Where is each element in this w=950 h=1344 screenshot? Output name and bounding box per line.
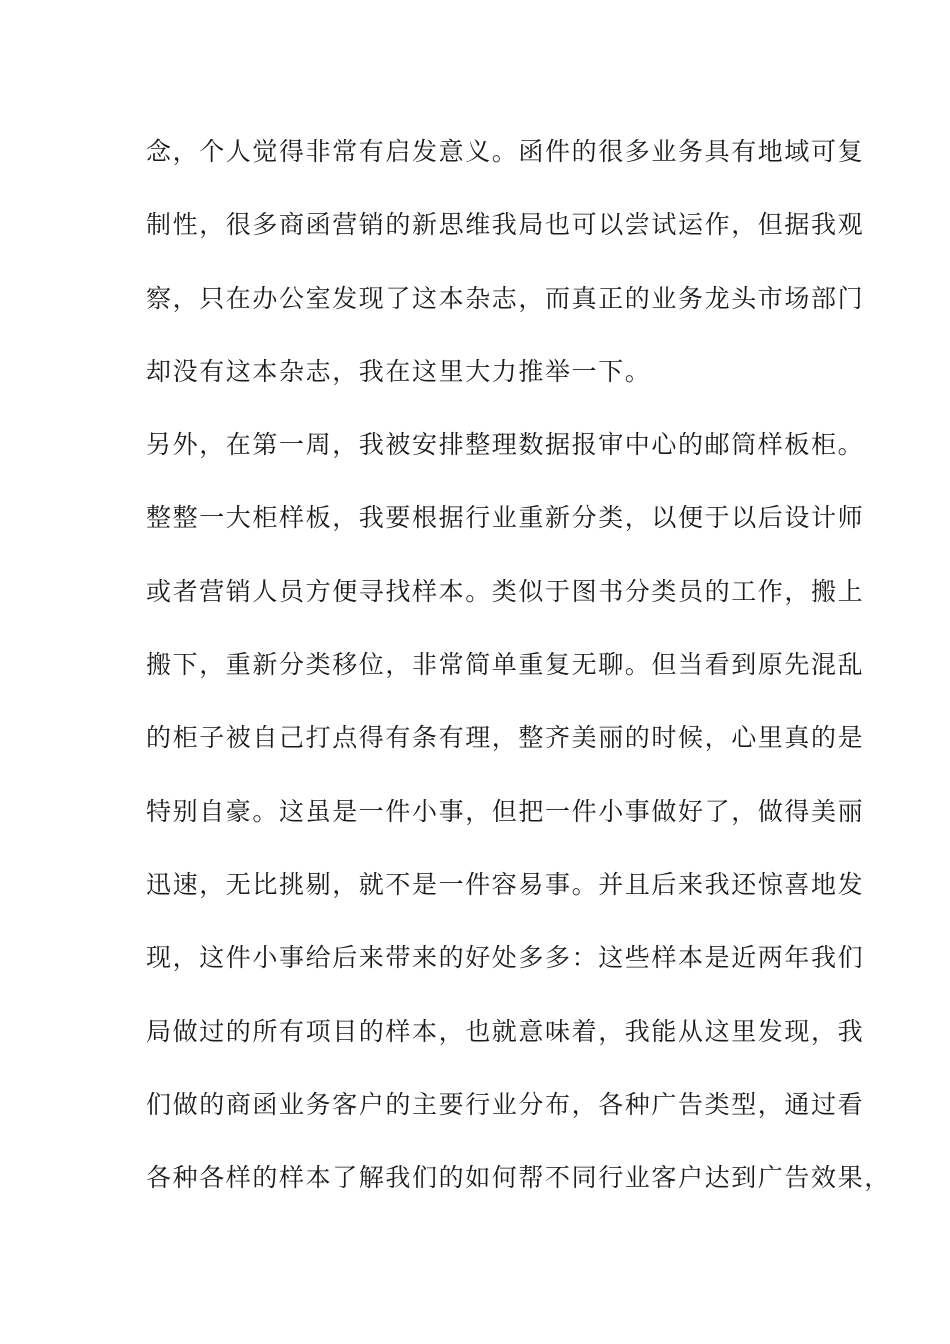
- text-line-1: 念，个人觉得非常有启发意义。函件的很多业务具有地域可复: [146, 137, 865, 166]
- text-line-4: 却没有这本杂志，我在这里大力推举一下。: [146, 356, 652, 386]
- text-line-3: 察，只在办公室发现了这本杂志，而真正的业务龙头市场部门: [146, 283, 865, 313]
- text-line-14: 们做的商函业务客户的主要行业分布，各种广告类型，通过看: [146, 1089, 865, 1119]
- text-line-9: 的柜子被自己打点得有条有理，整齐美丽的时候，心里真的是: [146, 723, 865, 753]
- text-line-2: 制性，很多商函营销的新思维我局也可以尝试运作，但据我观: [146, 210, 865, 240]
- text-line-10: 特别自豪。这虽是一件小事，但把一件小事做好了，做得美丽: [146, 796, 865, 826]
- text-line-12: 现，这件小事给后来带来的好处多多：这些样本是近两年我们: [146, 943, 865, 973]
- body-text: [146, 132, 891, 1231]
- text-line-6: 整整一大柜样板，我要根据行业重新分类，以便于以后设计师: [146, 503, 865, 533]
- text-line-8: 搬下，重新分类移位，非常简单重复无聊。但当看到原先混乱: [146, 650, 865, 680]
- text-line-13: 局做过的所有项目的样本，也就意味着，我能从这里发现，我: [146, 1016, 865, 1046]
- text-line-11: 迅速，无比挑剔，就不是一件容易事。并且后来我还惊喜地发: [146, 869, 865, 899]
- text-line-15: 各种各样的样本了解我们的如何帮不同行业客户达到广告效果，: [146, 1163, 891, 1193]
- text-line-5: 另外，在第一周，我被安排整理数据报审中心的邮筒样板柜。: [146, 430, 865, 460]
- text-line-7: 或者营销人员方便寻找样本。类似于图书分类员的工作，搬上: [146, 576, 865, 606]
